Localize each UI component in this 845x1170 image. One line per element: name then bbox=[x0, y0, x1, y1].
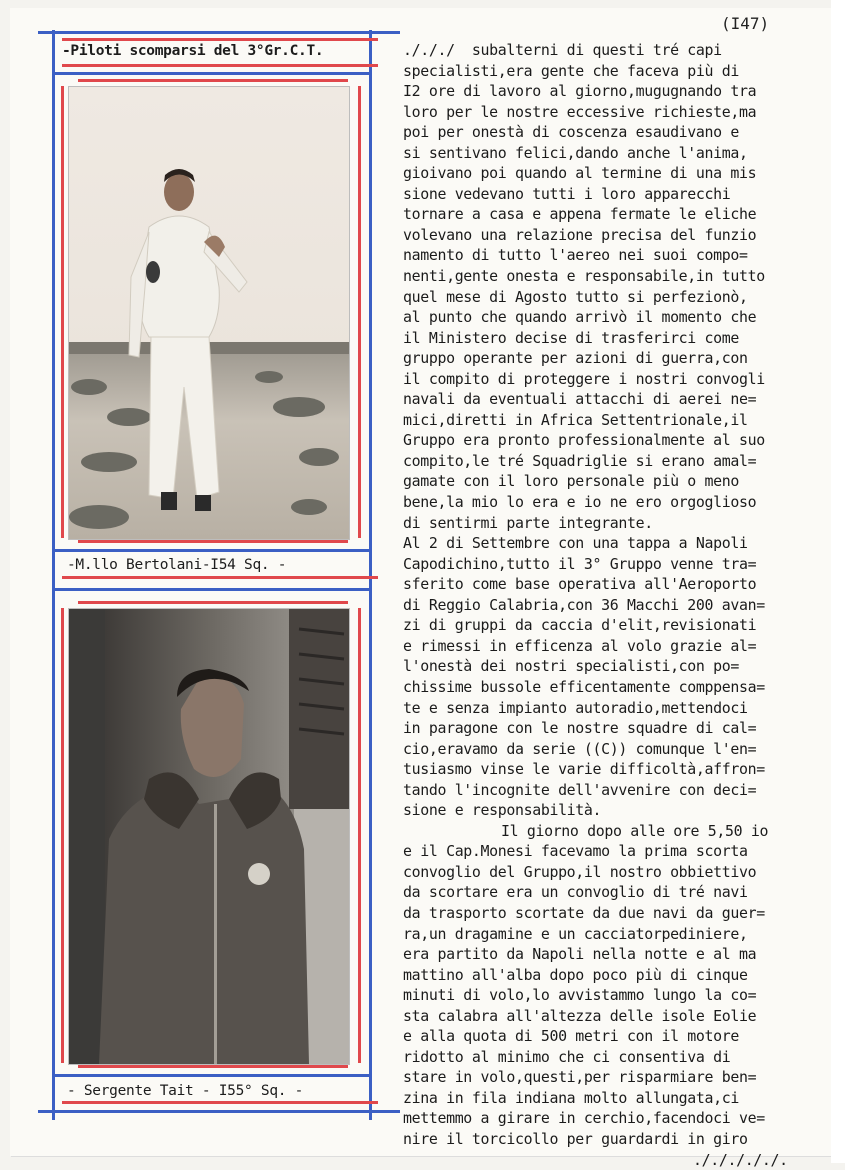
text-line: di Reggio Calabria,con 36 Macchi 200 avan= bbox=[403, 595, 765, 614]
text-line: bene,la mio lo era e io ne ero orgoglioso bbox=[403, 493, 757, 512]
text-line: si sentivano felici,dando anche l'anima, bbox=[403, 143, 748, 162]
text-line: I2 ore di lavoro al giorno,mugugnando tra bbox=[403, 82, 757, 101]
text-line: tusiasmo vinse le varie difficoltà,affron= bbox=[403, 760, 765, 779]
text-line: nenti,gente onesta e responsabile,in tutto bbox=[403, 267, 765, 286]
section-header-caption: -Piloti scomparsi del 3°Gr.C.T. bbox=[62, 43, 324, 59]
text-line: Al 2 di Settembre con una tappa a Napoli bbox=[403, 534, 748, 553]
text-line: zina in fila indiana molto allungata,ci bbox=[403, 1088, 739, 1107]
text-line: e il Cap.Monesi facevamo la prima scorta bbox=[403, 842, 748, 861]
text-line: tando l'incognite dell'avvenire con deci= bbox=[403, 780, 757, 799]
text-line: compito,le tré Squadriglie si erano amal= bbox=[403, 451, 757, 470]
text-line: cio,eravamo da serie ((C)) comunque l'en= bbox=[403, 739, 757, 758]
photo-bertolani bbox=[68, 86, 350, 540]
text-line: gioivano poi quando al termine di una mis bbox=[403, 164, 757, 183]
page-edge bbox=[831, 0, 845, 1163]
text-line: namento di tutto l'aereo nei suoi compo= bbox=[403, 246, 748, 265]
text-line: poi per onestà di coscenza esaudivano e bbox=[403, 123, 739, 142]
photo-tait-image bbox=[69, 609, 349, 1064]
text-line: ra,un dragamine e un cacciatorpediniere, bbox=[403, 924, 748, 943]
text-line: sione vedevano tutti i loro apparecchi bbox=[403, 184, 731, 203]
text-line: convoglio del Gruppo,il nostro obbiettivo bbox=[403, 862, 757, 881]
text-line: te e senza impianto autoradio,mettendoci bbox=[403, 698, 748, 717]
text-line: e alla quota di 500 metri con il motore bbox=[403, 1027, 739, 1046]
text-line: il compito di proteggere i nostri convogli bbox=[403, 369, 765, 388]
text-line: da scortare era un convoglio di tré navi bbox=[403, 883, 748, 902]
text-line: da trasporto scortate da due navi da guer= bbox=[403, 903, 765, 922]
text-line: nire il torcicollo per guardardi in giro bbox=[403, 1129, 748, 1148]
text-line: l'onestà dei nostri specialisti,con po= bbox=[403, 657, 739, 676]
text-line: quel mese di Agosto tutto si perfezionò, bbox=[403, 287, 748, 306]
text-line: gamate con il loro personale più o meno bbox=[403, 472, 739, 491]
text-line: navali da eventuali attacchi di aerei ne= bbox=[403, 390, 757, 409]
typewritten-body bbox=[403, 40, 828, 1170]
text-line: loro per le nostre eccessive richieste,ma bbox=[403, 102, 757, 121]
text-line: in paragone con le nostre squadre di cal= bbox=[403, 719, 757, 738]
photo-bertolani-caption: -M.llo Bertolani-I54 Sq. - bbox=[67, 557, 287, 573]
text-line: di sentirmi parte integrante. bbox=[403, 513, 653, 532]
text-line: sione e responsabilità. bbox=[403, 801, 602, 820]
photo-bertolani-image bbox=[69, 87, 349, 539]
text-line: mici,diretti in Africa Settentrionale,il bbox=[403, 410, 748, 429]
photo-tait-caption: - Sergente Tait - I55° Sq. - bbox=[67, 1083, 304, 1099]
text-line: Capodichino,tutto il 3° Gruppo venne tra= bbox=[403, 554, 757, 573]
text-line: Il giorno dopo alle ore 5,50 io bbox=[501, 821, 769, 840]
text-line: Gruppo era pronto professionalmente al suo bbox=[403, 431, 765, 450]
text-line: chissime bussole efficentamente comppensa= bbox=[403, 677, 765, 696]
text-line: ./././ subalterni di questi tré capi bbox=[403, 41, 722, 59]
text-line: sferito come base operativa all'Aeroporto bbox=[403, 575, 757, 594]
text-line: ./././././. bbox=[693, 1150, 788, 1169]
text-line: specialisti,era gente che faceva più di bbox=[403, 61, 739, 80]
text-line: stare in volo,questi,per risparmiare ben= bbox=[403, 1068, 757, 1087]
text-line: al punto che quando arrivò il momento che bbox=[403, 308, 757, 327]
photo-tait bbox=[68, 608, 350, 1065]
text-line: era partito da Napoli nella notte e al ma bbox=[403, 945, 757, 964]
text-line: tornare a casa e appena fermate le eliche bbox=[403, 205, 757, 224]
text-line: gruppo operante per azioni di guerra,con bbox=[403, 349, 748, 368]
text-line: minuti di volo,lo avvistammo lungo la co= bbox=[403, 986, 757, 1005]
text-line: e rimessi in efficenza al volo grazie al= bbox=[403, 636, 757, 655]
text-line: il Ministero decise di trasferirci come bbox=[403, 328, 739, 347]
text-line: mettemmo a girare in cerchio,facendoci ve= bbox=[403, 1109, 765, 1128]
text-line: volevano una relazione precisa del funzio bbox=[403, 225, 757, 244]
text-line: zi di gruppi da caccia d'elit,revisionati bbox=[403, 616, 757, 635]
text-line: sta calabra all'altezza delle isole Eolie bbox=[403, 1006, 757, 1025]
text-line: mattino all'alba dopo poco più di cinque bbox=[403, 965, 748, 984]
text-line: ridotto al minimo che ci consentiva di bbox=[403, 1047, 731, 1066]
page-number: (I47) bbox=[721, 14, 770, 33]
